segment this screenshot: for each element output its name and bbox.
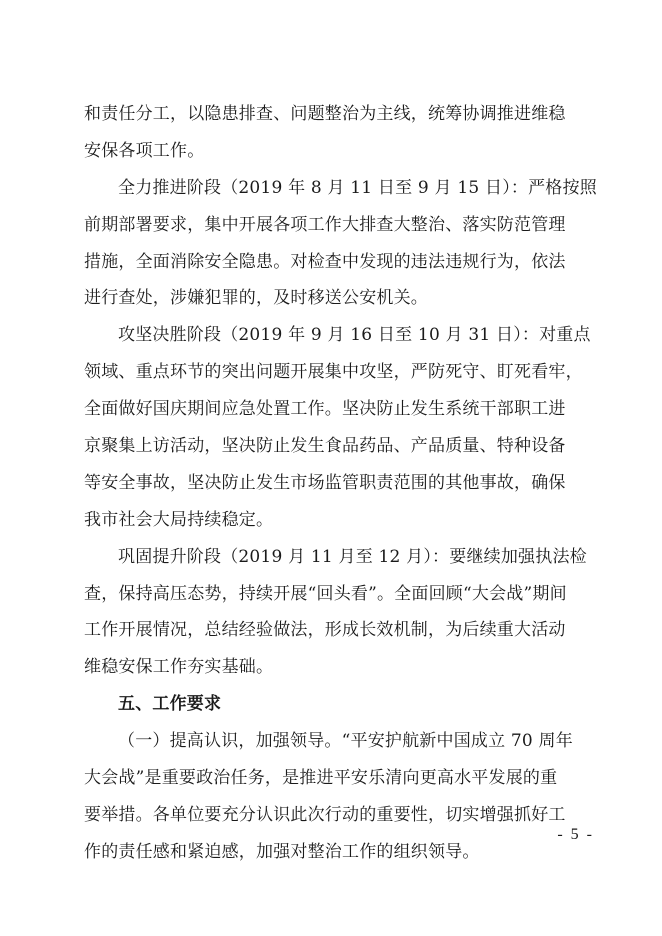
paragraph-start: 巩固提升阶段（2019 月 11 月至 12 月）：要继续加强执法检 [118,546,587,567]
text-line: 等安全事故，坚决防止发生市场监管职责范围的其他事故，确保 [84,472,566,493]
text-line: 全面做好国庆期间应急处置工作。坚决防止发生系统干部职工进 [84,399,566,420]
paragraph-start: 攻坚决胜阶段（2019 年 9 月 16 日至 10 月 31 日）：对重点 [118,325,591,346]
document-body [84,96,597,871]
text-line: 领域、重点环节的突出问题开展集中攻坚，严防死守、盯死看牢， [84,362,583,383]
text-line: 大会战”是重要政治任务，是推进平安乐清向更高水平发展的重 [84,768,558,789]
text-line: 京聚集上访活动，坚决防止发生食品药品、产品质量、特种设备 [84,436,566,457]
section-heading: 五、工作要求 [118,694,222,715]
text-line: 和责任分工，以隐患排查、问题整治为主线，统筹协调推进维稳 [84,104,566,124]
text-line: 安保各项工作。 [84,140,205,161]
text-line: 维稳安保工作夯实基础。 [84,657,274,678]
text-line: 查，保持高压态势，持续开展“回头看”。全面回顾“大会战”期间 [84,583,567,604]
paragraph-start: （一）提高认识，加强领导。“平安护航新中国成立 70 周年 [118,731,573,752]
text-line: 要举措。各单位要充分认识此次行动的重要性，切实增强抓好工 [84,804,566,825]
text-line: 前期部署要求，集中开展各项工作大排查大整治、落实防范管理 [84,214,566,235]
text-line: 工作开展情况，总结经验做法，形成长效机制，为后续重大活动 [84,620,566,641]
paragraph-start: 全力推进阶段（2019 年 8 月 11 日至 9 月 15 日）：严格按照 [118,177,597,198]
text-line: 我市社会大局持续稳定。 [84,509,274,530]
text-line: 作的责任感和紧迫感，加强对整治工作的组织领导。 [84,841,480,862]
text-line: 措施，全面消除安全隐患。对检查中发现的违法违规行为，依法 [84,251,566,272]
page-number: - 5 - [557,826,594,843]
text-line: 进行查处，涉嫌犯罪的，及时移送公安机关。 [84,288,428,309]
